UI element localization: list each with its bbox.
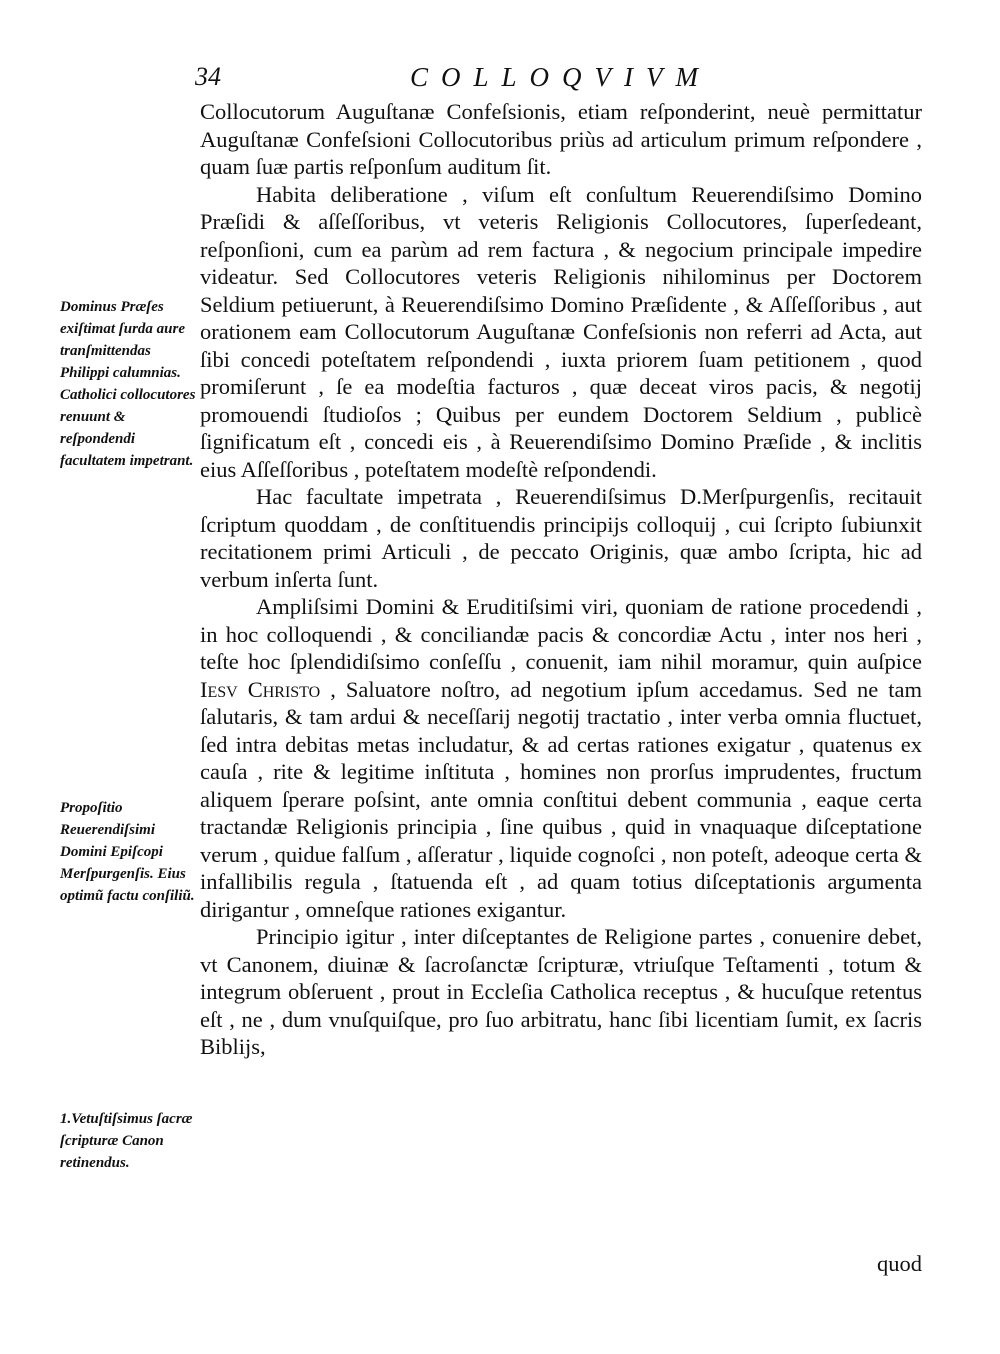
marginal-note: 1.Vetuſtiſsimus ſacræ ſcripturæ Canon retinendus. [60, 1111, 193, 1171]
catchword: quod [877, 1251, 922, 1276]
page-number: 34 [195, 62, 221, 91]
paragraph: Habita deliberatione , viſum eſt conſultum Reuerendiſsimo Domino Præſidi & aſſeſſoribus, vt veteris Religionis Collocutores, ſuperſedeant, reſponſioni, cum ea parùm ad rem factura , & negocium principale impedire videatur. Sed Collocutores veteris Religionis nihilominus per Doctorem Seldium petiuerunt, à Reuerendiſsimo Domino Præſidente , & Aſſeſſoribus , aut orationem eam Collocutorum Auguſtanæ Confeſsionis non referri ad Acta, aut ſibi concedi poteſtatem reſpondendi , iuxta priorem ſuam petitionem , quod promiſerunt , ſe ea modeſtia facturos , quæ deceat viros pacis, & negotij promouendi ſtudioſos ; Quibus per eundem Doctorem Seldium , publicè ſignificatum eſt , concedi eis , à Reuerendiſsimo Domino Præſide , & inclitis eius Aſſeſſoribus , poteſtatem modeſtè reſpondendi. [200, 181, 922, 482]
paragraph-text: , Saluatore noſtro, ad negotium ipſum accedamus. Sed ne tam ſalutaris, & tam ardui & neceſſarij negotij tractatio , inter verba omnia fluctuet, ſed intra debitas metas includatur, & ad certas rationes exigatur , quatenus ex cauſa , rite & legitime inſtituta , homines non prorſus imprudentes, fructum aliquem ſperare poſsint, ante omnia conſtitui debent communia , eaque certa tractandæ Religionis principia , ſine quibus , quid in vnaquaque diſceptatione verum , quidue falſum , aſſeratur , liquide cognoſci , non poteſt, adeoque certa & infallibilis regula , ſtatuenda eſt , ad quam totius diſceptationis argumenta dirigantur , omneſque rationes exigantur. [200, 676, 922, 922]
marginal-note: Dominus Præſes exiſtimat ſurda aure tranſmittendas Philippi calumnias. Catholici collocutores renuunt & reſpondendi facultatem impetrant. [60, 299, 196, 469]
marginal-note: Propoſitio Reuerendiſsimi Domini Epiſcopi Merſpurgenſis. Eius optimũ factu conſiliũ. [60, 800, 195, 904]
paragraph: Collocutorum Auguſtanæ Confeſsionis, etiam reſponderint, neuè permittatur Auguſtanæ Confeſsioni Collocutoribus priùs ad articulum primum reſpondere , quam ſuæ partis reſponſum auditum ſit. [200, 99, 922, 179]
running-title: COLLOQVIVM [410, 62, 712, 92]
paragraph [200, 593, 922, 923]
small-caps-name: Iesv Christo [200, 676, 321, 702]
main-text [200, 98, 922, 1061]
paragraph-text: Ampliſsimi Domini & Eruditiſsimi viri, quoniam de ratione procedendi , in hoc colloquendi , & conciliandæ pacis & concordiæ Actu , inter nos heri , teſte hoc ſplendidiſsimo conſeſſu , conuenit, iam nihil moramur, quin auſpice [200, 594, 922, 674]
page-header [195, 62, 925, 96]
paragraph: Hac facultate impetrata , Reuerendiſsimus D.Merſpurgenſis, recitauit ſcriptum quoddam , de conſtituendis principijs colloquij , cui ſcripto ſubiunxit recitationem primi Articuli , de peccato Originis, quæ ambo ſcripta, hic ad verbum inſerta ſunt. [200, 484, 922, 592]
paragraph: Principio igitur , inter diſceptantes de Religione partes , conuenire debet, vt Canonem, diuinæ & ſacroſanctæ ſcripturæ, vtriuſque Teſtamenti , totum & integrum obſeruent , prout in Eccleſia Catholica receptus , & hucuſque retentus eſt , ne , dum vnuſquiſque, pro ſuo arbitratu, hanc ſibi licentiam ſumit, ex ſacris Biblijs, [200, 924, 922, 1059]
